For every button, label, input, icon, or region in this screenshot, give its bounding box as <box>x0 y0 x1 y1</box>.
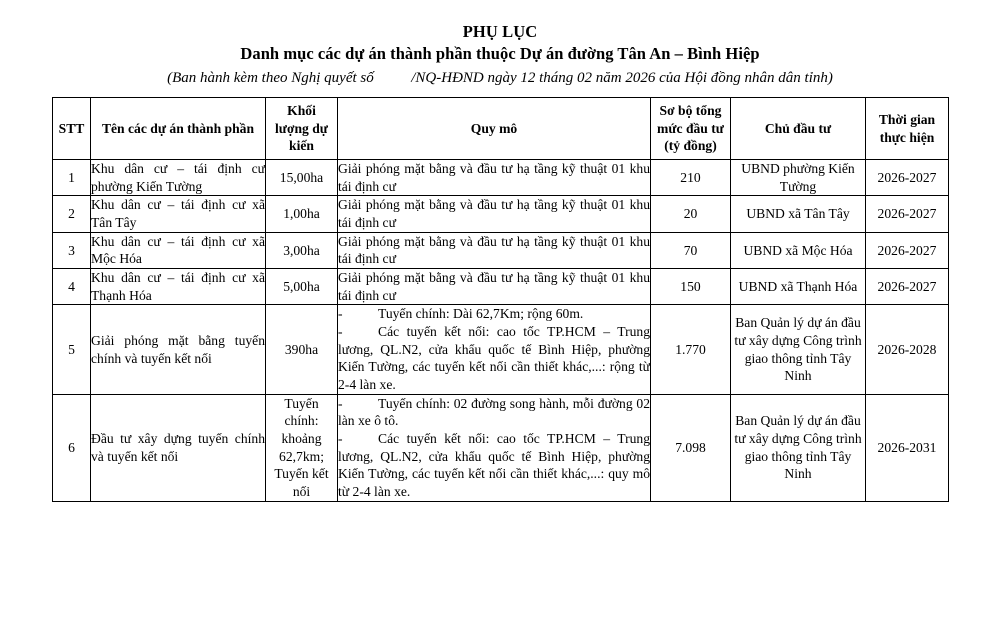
projects-table-container <box>52 97 948 502</box>
cell-time: 2026-2027 <box>866 160 949 196</box>
cell-project-name: Khu dân cư – tái định cư xã Mộc Hóa <box>91 232 266 268</box>
cell-owner: UBND xã Tân Tây <box>731 196 866 232</box>
cell-owner: Ban Quản lý dự án đầu tư xây dựng Công trình giao thông tỉnh Tây Ninh <box>731 305 866 394</box>
cell-scale-text: Tuyến chính: 02 đường song hành, mỗi đường 02 làn xe ô tô. <box>338 395 650 429</box>
document-heading <box>0 0 1000 88</box>
cell-stt: 5 <box>53 305 91 394</box>
cell-owner: UBND xã Mộc Hóa <box>731 232 866 268</box>
cell-volume: Tuyến chính: khoảng 62,7km; Tuyến kết nối <box>266 394 338 501</box>
cell-cost: 150 <box>651 269 731 305</box>
cell-project-name: Khu dân cư – tái định cư xã Thạnh Hóa <box>91 269 266 305</box>
cell-owner: Ban Quản lý dự án đầu tư xây dựng Công trình giao thông tỉnh Tây Ninh <box>731 394 866 501</box>
cell-project-name: Giải phóng mặt bằng tuyến chính và tuyến kết nối <box>91 305 266 394</box>
bullet-dash-icon: - <box>338 395 343 411</box>
cell-time: 2026-2027 <box>866 269 949 305</box>
cell-volume: 1,00ha <box>266 196 338 232</box>
cell-scale: Giải phóng mặt bằng và đầu tư hạ tầng kỹ thuật 01 khu tái định cư <box>338 269 651 305</box>
cell-cost: 20 <box>651 196 731 232</box>
cell-stt: 6 <box>53 394 91 501</box>
cell-scale: Giải phóng mặt bằng và đầu tư hạ tầng kỹ thuật 01 khu tái định cư <box>338 232 651 268</box>
table-body <box>53 160 949 502</box>
cell-project-name: Khu dân cư – tái định cư xã Tân Tây <box>91 196 266 232</box>
document-title: Danh mục các dự án thành phần thuộc Dự án đường Tân An – Bình Hiệp <box>240 44 760 64</box>
projects-table <box>52 97 949 502</box>
cell-volume: 3,00ha <box>266 232 338 268</box>
cell-scale-text: Tuyến chính: Dài 62,7Km; rộng 60m. <box>378 306 584 322</box>
cell-stt: 4 <box>53 269 91 305</box>
cell-time: 2026-2031 <box>866 394 949 501</box>
column-header-time: Thời gian thực hiện <box>866 98 949 160</box>
table-header-row <box>53 98 949 160</box>
table-header <box>53 98 949 160</box>
column-header-scale: Quy mô <box>338 98 651 160</box>
cell-scale: Giải phóng mặt bằng và đầu tư hạ tầng kỹ thuật 01 khu tái định cư <box>338 196 651 232</box>
cell-volume: 5,00ha <box>266 269 338 305</box>
cell-volume: 390ha <box>266 305 338 394</box>
table-row <box>53 305 949 394</box>
cell-cost: 210 <box>651 160 731 196</box>
document-subtitle: (Ban hành kèm theo Nghị quyết số /NQ-HĐND ngày 12 tháng 02 năm 2026 của Hội đồng nhân dân tỉnh) <box>167 69 833 86</box>
cell-cost: 7.098 <box>651 394 731 501</box>
cell-volume: 15,00ha <box>266 160 338 196</box>
table-row <box>53 394 949 501</box>
document-kicker: PHỤ LỤC <box>462 22 538 41</box>
bullet-dash-icon: - <box>338 306 343 322</box>
cell-time: 2026-2027 <box>866 196 949 232</box>
cell-scale-line <box>338 305 650 323</box>
column-header-owner: Chủ đầu tư <box>731 98 866 160</box>
table-row <box>53 269 949 305</box>
cell-stt: 1 <box>53 160 91 196</box>
cell-cost: 1.770 <box>651 305 731 394</box>
cell-time: 2026-2028 <box>866 305 949 394</box>
cell-project-name: Khu dân cư – tái định cư phường Kiến Tường <box>91 160 266 196</box>
cell-stt: 2 <box>53 196 91 232</box>
cell-owner: UBND xã Thạnh Hóa <box>731 269 866 305</box>
cell-owner: UBND phường Kiến Tường <box>731 160 866 196</box>
column-header-volume: Khối lượng dự kiến <box>266 98 338 160</box>
cell-project-name: Đầu tư xây dựng tuyến chính và tuyến kết nối <box>91 394 266 501</box>
bullet-dash-icon: - <box>338 431 343 447</box>
cell-cost: 70 <box>651 232 731 268</box>
cell-scale-line <box>338 395 650 430</box>
cell-scale-line <box>338 323 650 394</box>
table-row <box>53 232 949 268</box>
cell-scale-text: Các tuyến kết nối: cao tốc TP.HCM – Trung lương, QL.N2, cửa khẩu quốc tế Bình Hiệp, phường Kiến Tường, các tuyến kết nối cần thiết khác,...: quy mô từ 2-4 làn xe. <box>338 431 650 500</box>
cell-scale: Giải phóng mặt bằng và đầu tư hạ tầng kỹ thuật 01 khu tái định cư <box>338 160 651 196</box>
cell-scale-text: Các tuyến kết nối: cao tốc TP.HCM – Trung lương, QL.N2, cửa khẩu quốc tế Bình Hiệp, phường Kiến Tường, các tuyến kết nối cần thiết khác,...: rộng từ 2-4 làn xe. <box>338 324 650 393</box>
column-header-cost: Sơ bộ tổng mức đầu tư (tỷ đồng) <box>651 98 731 160</box>
bullet-dash-icon: - <box>338 324 343 340</box>
table-row <box>53 196 949 232</box>
column-header-stt: STT <box>53 98 91 160</box>
cell-scale <box>338 305 651 394</box>
cell-stt: 3 <box>53 232 91 268</box>
column-header-project-name: Tên các dự án thành phần <box>91 98 266 160</box>
cell-scale <box>338 394 651 501</box>
cell-scale-line <box>338 430 650 501</box>
table-row <box>53 160 949 196</box>
cell-time: 2026-2027 <box>866 232 949 268</box>
